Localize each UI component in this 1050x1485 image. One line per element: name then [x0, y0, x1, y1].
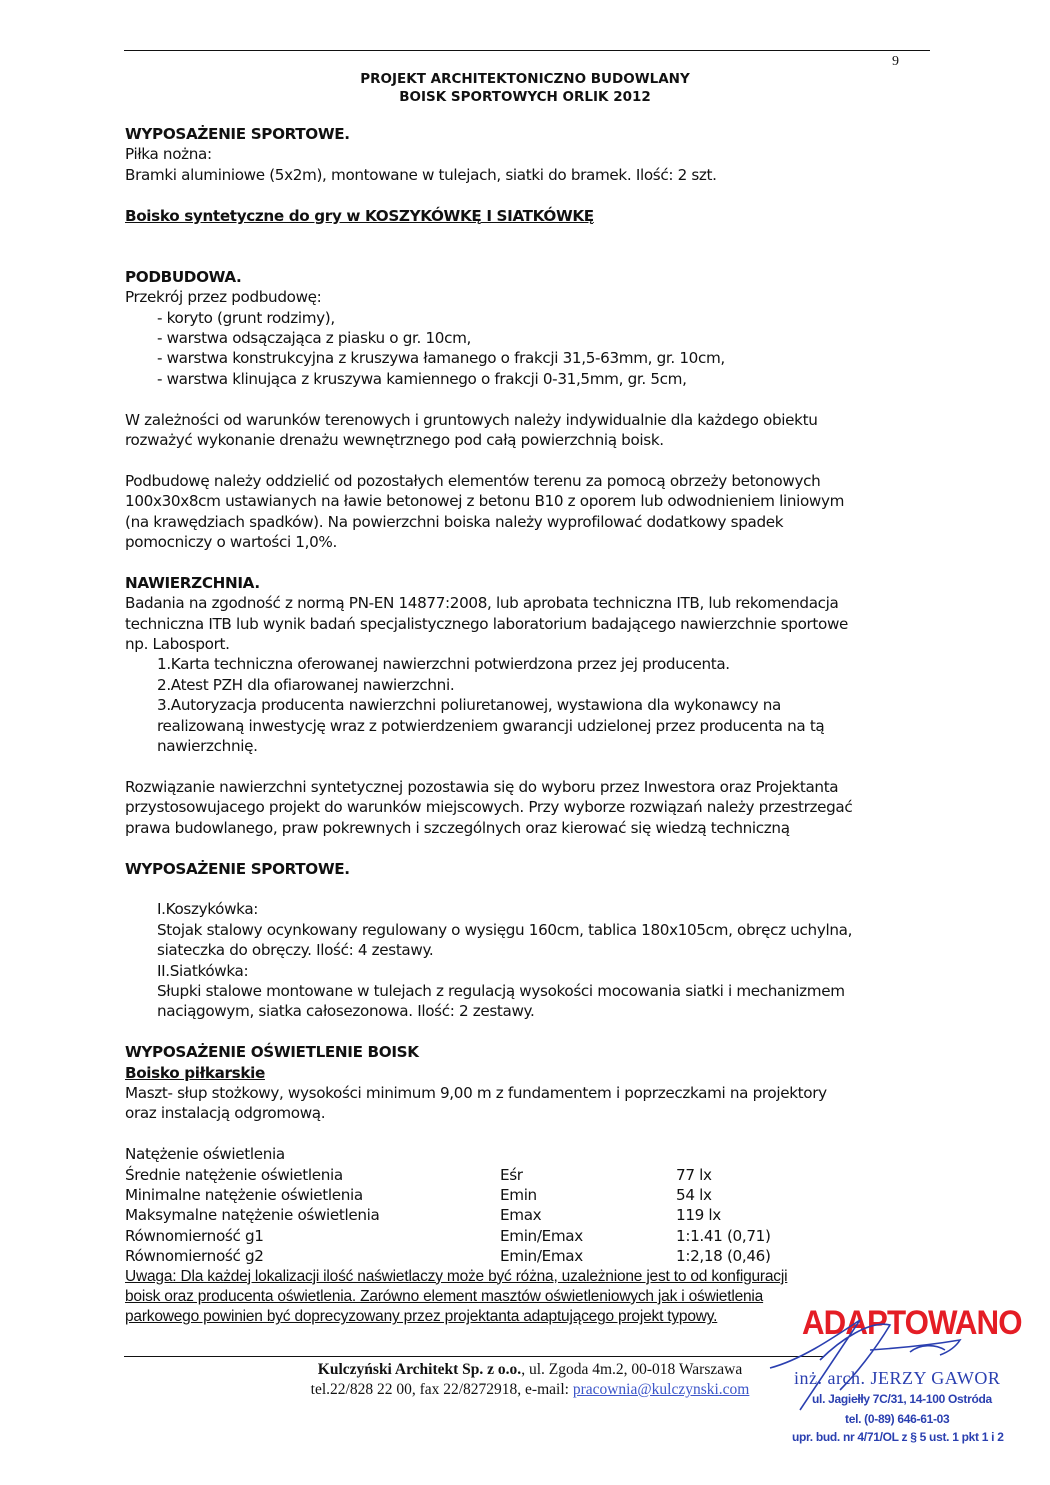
row-label: Maksymalne natężenie oświetlenia	[125, 1206, 380, 1225]
list-item: - warstwa konstrukcyjna z kruszywa łamanego o frakcji 31,5-63mm, gr. 10cm,	[157, 349, 725, 368]
text-line: Stojak stalowy ocynkowany regulowany o wysięgu 160cm, tablica 180x105cm, obręcz uchylna,	[157, 920, 853, 939]
stamp-address: ul. Jagiełły 7C/31, 14-100 Ostróda	[812, 1392, 992, 1406]
list-item: 1.Karta techniczna oferowanej nawierzchni potwierdzona przez jej producenta.	[157, 655, 730, 674]
company-name: Kulczyński Architekt Sp. z o.o.	[317, 1361, 522, 1378]
row-label: Średnie natężenie oświetlenia	[125, 1165, 343, 1184]
paragraph-line: Rozwiązanie nawierzchni syntetycznej pozostawia się do wyboru przez Inwestora oraz Projektanta	[125, 777, 839, 796]
signature-icon	[760, 1300, 1050, 1450]
list-item: - koryto (grunt rodzimy),	[157, 308, 335, 327]
note-line: parkowego powinien być doprecyzowany przez projektanta adaptującego projekt typowy.	[125, 1308, 718, 1326]
row-value: 119 lx	[676, 1206, 721, 1225]
text-line: Bramki aluminiowe (5x2m), montowane w tulejach, siatki do bramek. Ilość: 2 szt.	[125, 165, 717, 184]
list-item: - warstwa klinująca z kruszywa kamiennego o frakcji 0-31,5mm, gr. 5cm,	[157, 369, 687, 388]
list-item: 3.Autoryzacja producenta nawierzchni poliuretanowej, wystawiona dla wykonawcy na	[157, 696, 782, 715]
paragraph-line: Badania na zgodność z normą PN-EN 14877:2008, lub aprobata techniczna ITB, lub rekomendacja	[125, 594, 839, 613]
row-symbol: Eśr	[500, 1165, 523, 1184]
row-symbol: Emin/Emax	[500, 1226, 583, 1245]
paragraph-line: W zależności od warunków terenowych i gruntowych należy indywidualnie dla każdego obiektu	[125, 410, 818, 429]
section-heading-sports-equipment: WYPOSAŻENIE SPORTOWE.	[125, 125, 350, 143]
text-line: I.Koszykówka:	[157, 900, 259, 919]
document-header	[0, 70, 1050, 106]
list-item: nawierzchnię.	[157, 737, 258, 756]
row-value: 1:1.41 (0,71)	[676, 1226, 771, 1245]
row-symbol: Emax	[500, 1206, 542, 1225]
table-row	[125, 1205, 935, 1225]
paragraph-line: np. Labosport.	[125, 635, 230, 654]
note-line: boisk oraz producenta oświetlenia. Zarówno element masztów oświetleniowych jak i oświetlenia	[125, 1287, 764, 1305]
list-item: realizowaną inwestycję wraz z potwierdzeniem gwarancji udzielonej przez producenta na tą	[157, 716, 825, 735]
adaptation-stamp	[760, 1300, 1050, 1450]
row-label: Równomierność g1	[125, 1226, 264, 1245]
table-row	[125, 1226, 935, 1246]
paragraph-line: 100x30x8cm ustawianych na ławie betonowej z betonu B10 z oporem lub odwodnieniem liniowym	[125, 492, 845, 511]
paragraph-line: techniczna ITB lub wynik badań specjalistycznego laboratorium badającego nawierzchnie sportowe	[125, 614, 849, 633]
paragraph-line: oraz instalacją odgromową.	[125, 1104, 326, 1123]
text-line: Słupki stalowe montowane w tulejach z regulacją wysokości mocowania siatki i mechanizmem	[157, 981, 845, 1000]
table-row	[125, 1246, 935, 1266]
section-heading-lighting: WYPOSAŻENIE OŚWIETLENIE BOISK	[125, 1043, 419, 1062]
company-address: , ul. Zgoda 4m.2, 00-018 Warszawa	[521, 1361, 743, 1378]
row-symbol: Emin/Emax	[500, 1247, 583, 1266]
table-row	[125, 1185, 935, 1205]
section-heading-nawierzchnia: NAWIERZCHNIA.	[125, 573, 260, 592]
footer-address-line	[250, 1360, 810, 1380]
header-title-line1: PROJEKT ARCHITEKTONICZNO BUDOWLANY	[360, 71, 690, 87]
document-body	[125, 124, 935, 1328]
footer-contact-line	[250, 1380, 810, 1400]
lighting-table	[125, 1165, 935, 1267]
paragraph-line: Podbudowę należy oddzielić od pozostałych elementów terenu za pomocą obrzeży betonowych	[125, 471, 821, 490]
list-item: 2.Atest PZH dla ofiarowanej nawierzchni.	[157, 675, 455, 694]
text-line: Piłka nożna:	[125, 145, 212, 164]
text-line: siateczka do obręczy. Ilość: 4 zestawy.	[157, 941, 434, 960]
text-line: II.Siatkówka:	[157, 961, 249, 980]
footer	[250, 1360, 810, 1400]
email-link[interactable]: pracownia@kulczynski.com	[572, 1381, 750, 1398]
row-symbol: Emin	[500, 1185, 537, 1204]
stamp-phone: tel. (0-89) 646-61-03	[845, 1412, 950, 1426]
paragraph-line: przystosowujacego projekt do warunków miejscowych. Przy wyborze rozwiązań należy przestrzegać	[125, 798, 853, 817]
section-title-basketball-volleyball: Boisko syntetyczne do gry w KOSZYKÓWKĘ I SIATKÓWKĘ	[125, 206, 594, 225]
subheading-football-pitch: Boisko piłkarskie	[125, 1063, 265, 1082]
row-value: 1:2,18 (0,46)	[676, 1247, 771, 1266]
table-row	[125, 1165, 935, 1185]
paragraph-line: Maszt- słup stożkowy, wysokości minimum 9,00 m z fundamentem i poprzeczkami na projektory	[125, 1083, 827, 1102]
footer-rule	[124, 1356, 824, 1357]
stamp-permit: upr. bud. nr 4/71/OL z § 5 ust. 1 pkt 1 i 2	[792, 1430, 1004, 1444]
note-line: Uwaga: Dla każdej lokalizacji ilość naświetlaczy może być różna, uzależnione jest to od konfiguracji	[125, 1267, 788, 1285]
text-line: naciągowym, siatka całosezonowa. Ilość: 2 zestawy.	[157, 1002, 535, 1021]
stamp-title: ADAPTOWANO	[802, 1304, 1022, 1342]
paragraph-line: pomocniczy o wartości 1,0%.	[125, 533, 337, 552]
row-label: Minimalne natężenie oświetlenia	[125, 1185, 363, 1204]
header-rule	[124, 50, 930, 51]
header-title-line2: BOISK SPORTOWYCH ORLIK 2012	[399, 89, 651, 105]
section-heading-sports-equipment-2: WYPOSAŻENIE SPORTOWE.	[125, 859, 350, 878]
row-label: Równomierność g2	[125, 1247, 264, 1266]
page-number: 9	[892, 54, 899, 69]
stamp-architect-name: inż. arch. JERZY GAWOR	[794, 1368, 1001, 1388]
section-heading-podbudowa: PODBUDOWA.	[125, 267, 242, 286]
text-line: Przekrój przez podbudowę:	[125, 288, 322, 307]
company-contact: tel.22/828 22 00, fax 22/8272918, e-mail:	[310, 1381, 573, 1398]
paragraph-line: rozważyć wykonanie drenażu wewnętrznego pod całą powierzchnią boisk.	[125, 431, 664, 450]
row-value: 54 lx	[676, 1185, 712, 1204]
paragraph-line: prawa budowlanego, praw pokrewnych i szczególnych oraz kierować się wiedzą techniczną	[125, 818, 790, 837]
list-item: - warstwa odsączająca z piasku o gr. 10cm,	[157, 329, 472, 348]
row-value: 77 lx	[676, 1165, 712, 1184]
lighting-table-title: Natężenie oświetlenia	[125, 1145, 285, 1164]
paragraph-line: (na krawędziach spadków). Na powierzchni boiska należy wyprofilować dodatkowy spadek	[125, 512, 784, 531]
